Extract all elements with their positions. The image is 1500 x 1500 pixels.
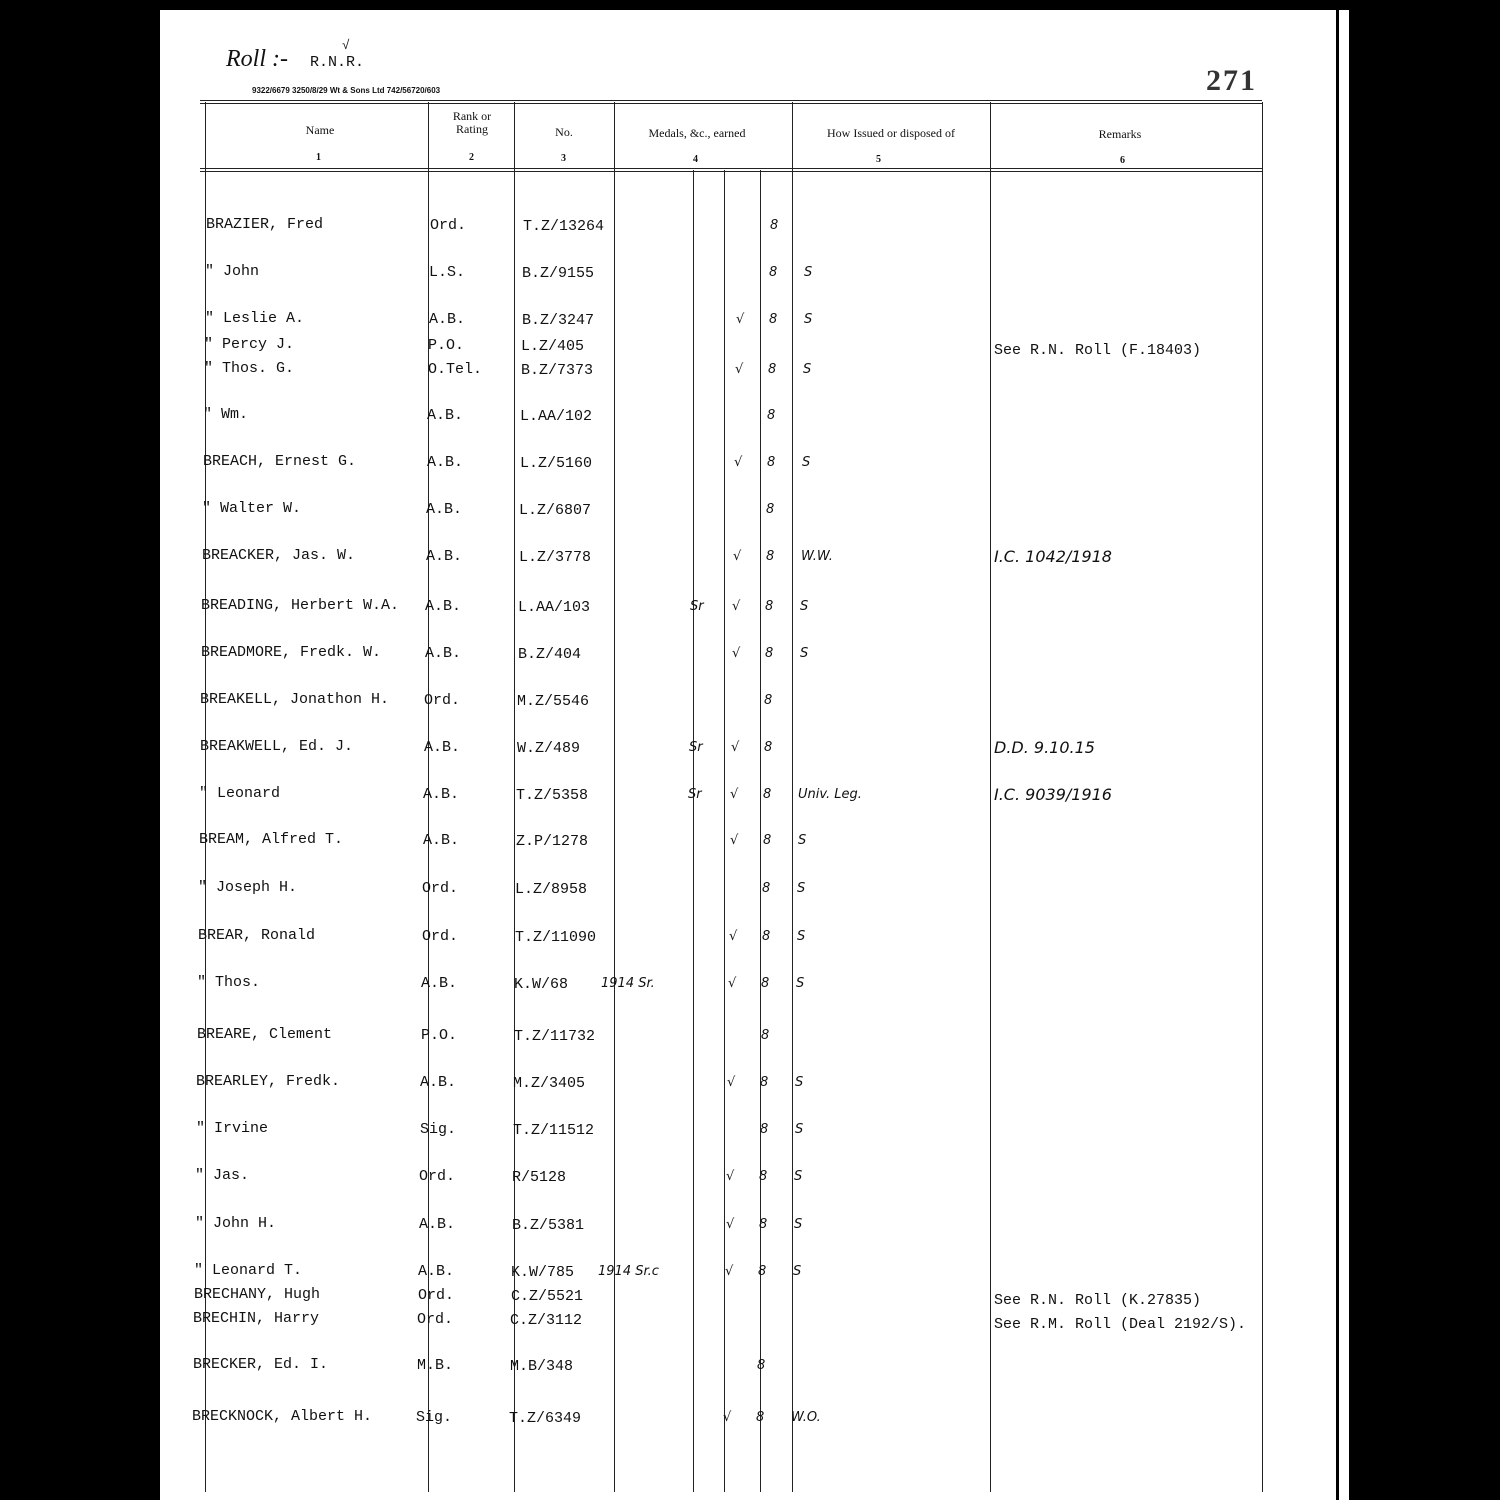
entry-number: T.Z/5358 (516, 787, 589, 804)
entry-rank: Ord. (422, 928, 459, 945)
entry-british-mark: 8 (761, 1028, 770, 1043)
entry-issued: S (796, 976, 805, 991)
entry-british-mark: 8 (764, 740, 773, 755)
entry-british-mark: 8 (767, 455, 776, 470)
entry-british-mark: 8 (766, 502, 775, 517)
entry-number: K.W/68 (514, 976, 569, 993)
entry-number: B.Z/3247 (522, 312, 595, 329)
entry-victory-tick: √ (731, 740, 740, 755)
entry-british-mark: 8 (766, 549, 775, 564)
entry-name: BREAR, Ronald (198, 927, 316, 944)
printer-line: 9322/6679 3250/8/29 Wt & Sons Ltd 742/56720/603 (252, 86, 441, 95)
entry-rank: Sig. (420, 1121, 457, 1138)
entry-name: " Joseph H. (198, 879, 298, 896)
entry-british-mark: 8 (764, 693, 773, 708)
entry-number: L.AA/103 (518, 599, 591, 616)
col-header-name: Name (305, 123, 335, 137)
entry-british-mark: 8 (762, 881, 771, 896)
entry-name: BREAKELL, Jonathon H. (200, 691, 390, 708)
entry-issued: Univ. Leg. (798, 787, 862, 802)
entry-name: " Thos. (197, 974, 261, 991)
entry-remarks: D.D. 9.10.15 (994, 738, 1095, 757)
col-rule (760, 170, 761, 1492)
entry-rank: A.B. (427, 454, 464, 471)
entry-name: " Thos. G. (204, 360, 295, 377)
entry-number: K.W/785 (511, 1264, 575, 1281)
entry-number: B.Z/7373 (521, 362, 594, 379)
entry-number: M.Z/3405 (513, 1075, 586, 1092)
entry-rank: A.B. (423, 832, 460, 849)
entry-number: L.AA/102 (520, 408, 593, 425)
entry-victory-tick: √ (723, 1410, 732, 1425)
entry-victory-tick: √ (732, 599, 741, 614)
entry-number: L.Z/8958 (515, 881, 588, 898)
entry-name: " Leonard T. (194, 1262, 303, 1279)
entry-name: BRAZIER, Fred (206, 216, 324, 233)
entry-british-mark: 8 (758, 1264, 767, 1279)
col-rule (990, 102, 991, 1492)
roll-value: R.N.R. (310, 54, 365, 71)
entry-british-mark: 8 (767, 408, 776, 423)
entry-british-mark: 8 (769, 265, 778, 280)
entry-british-mark: 8 (759, 1217, 768, 1232)
entry-rank: A.B. (420, 1074, 457, 1091)
entry-issued: S (800, 599, 809, 614)
entry-issued: S (794, 1217, 803, 1232)
col-header-issued: How Issued or disposed of (827, 126, 955, 140)
entry-rank: Ord. (417, 1311, 454, 1328)
entry-star: 1914 Sr. (601, 976, 655, 991)
entry-name: BREARE, Clement (197, 1026, 333, 1043)
entry-victory-tick: √ (728, 976, 737, 991)
col-header-remarks: Remarks (1098, 127, 1142, 141)
header-bottom-rule-2 (200, 171, 1262, 172)
entry-number: L.Z/6807 (519, 502, 592, 519)
entry-british-mark: 8 (756, 1410, 765, 1425)
entry-name: BREARLEY, Fredk. (196, 1073, 341, 1090)
entry-british-mark: 8 (763, 833, 772, 848)
entry-name: BRECHANY, Hugh (194, 1286, 321, 1303)
entry-british-mark: 8 (770, 218, 779, 233)
entry-british-mark: 8 (763, 787, 772, 802)
entry-rank: A.B. (421, 975, 458, 992)
entry-star: Sr (688, 787, 702, 802)
col-header-rank: Rank or Rating (452, 109, 492, 136)
entry-british-mark: 8 (760, 1122, 769, 1137)
entry-british-mark: 8 (761, 976, 770, 991)
entry-name: " Leslie A. (205, 310, 305, 327)
entry-issued: S (797, 929, 806, 944)
entry-rank: A.B. (426, 548, 463, 565)
entry-rank: A.B. (429, 311, 466, 328)
roll-sheet (160, 10, 1336, 1500)
col-header-no: No. (555, 125, 573, 139)
entry-rank: Ord. (418, 1287, 455, 1304)
entry-remarks: I.C. 9039/1916 (994, 785, 1112, 804)
entry-remarks: See R.N. Roll (F.18403) (994, 342, 1202, 359)
entry-number: L.Z/405 (521, 338, 585, 355)
entry-rank: O.Tel. (428, 361, 483, 378)
entry-number: T.Z/11512 (513, 1122, 595, 1139)
entry-rank: Ord. (424, 692, 461, 709)
entry-british-mark: 8 (765, 646, 774, 661)
entry-rank: Sig. (416, 1409, 453, 1426)
entry-rank: Ord. (430, 217, 467, 234)
entry-number: M.Z/5546 (517, 693, 590, 710)
entry-name: BREAM, Alfred T. (199, 831, 344, 848)
entry-rank: A.B. (423, 786, 460, 803)
entry-number: L.Z/5160 (520, 455, 593, 472)
entry-victory-tick: √ (729, 929, 738, 944)
entry-victory-tick: √ (730, 787, 739, 802)
entry-victory-tick: √ (732, 646, 741, 661)
entry-rank: A.B. (427, 407, 464, 424)
entry-issued: S (797, 881, 806, 896)
entry-victory-tick: √ (726, 1217, 735, 1232)
col-number: 2 (469, 152, 474, 163)
entry-british-mark: 8 (765, 599, 774, 614)
entry-issued: S (804, 312, 813, 327)
entry-name: " Wm. (203, 406, 249, 423)
entry-issued: S (795, 1075, 804, 1090)
entry-british-mark: 8 (759, 1169, 768, 1184)
entry-remarks: See R.N. Roll (K.27835) (994, 1292, 1202, 1309)
page-edge (1336, 10, 1349, 1500)
entry-name: BRECHIN, Harry (193, 1310, 320, 1327)
page-number: 271 (1206, 64, 1257, 97)
header-bottom-rule (200, 168, 1262, 169)
col-rule (1262, 102, 1263, 1492)
entry-victory-tick: √ (727, 1075, 736, 1090)
entry-number: L.Z/3778 (519, 549, 592, 566)
entry-rank: A.B. (419, 1216, 456, 1233)
entry-rank: Ord. (422, 880, 459, 897)
col-rule (693, 170, 694, 1492)
entry-remarks: I.C. 1042/1918 (994, 547, 1112, 566)
entry-rank: A.B. (424, 739, 461, 756)
entry-number: W.Z/489 (517, 740, 581, 757)
entry-rank: P.O. (421, 1027, 458, 1044)
entry-rank: A.B. (418, 1263, 455, 1280)
entry-issued: S (800, 646, 809, 661)
entry-rank: Ord. (419, 1168, 456, 1185)
col-rule (724, 170, 725, 1492)
check-mark: √ (342, 38, 350, 53)
entry-number: T.Z/11732 (514, 1028, 596, 1045)
col-rule (514, 102, 515, 1492)
entry-victory-tick: √ (735, 362, 744, 377)
entry-number: B.Z/5381 (512, 1217, 585, 1234)
entry-rank: A.B. (425, 598, 462, 615)
entry-remarks: See R.M. Roll (Deal 2192/S). (994, 1316, 1247, 1333)
entry-rank: A.B. (425, 645, 462, 662)
entry-victory-tick: √ (736, 312, 745, 327)
entry-british-mark: 8 (768, 362, 777, 377)
entry-issued: W.O. (791, 1410, 821, 1425)
entry-issued: S (793, 1264, 802, 1279)
col-number: 3 (561, 153, 566, 164)
entry-name: BREADMORE, Fredk. W. (201, 644, 382, 661)
entry-victory-tick: √ (734, 455, 743, 470)
entry-number: T.Z/11090 (515, 929, 597, 946)
col-number: 6 (1120, 155, 1125, 166)
entry-name: " Walter W. (202, 500, 302, 517)
entry-name: " Leonard (199, 785, 281, 802)
col-rule (792, 102, 793, 1492)
entry-name: BRECKNOCK, Albert H. (192, 1408, 373, 1425)
entry-british-mark: 8 (769, 312, 778, 327)
entry-name: " John H. (195, 1215, 277, 1232)
entry-number: Z.P/1278 (516, 833, 589, 850)
col-rule (614, 102, 615, 1492)
entry-victory-tick: √ (725, 1264, 734, 1279)
entry-number: M.B/348 (510, 1358, 574, 1375)
col-number: 1 (316, 152, 321, 163)
entry-number: T.Z/13264 (523, 218, 605, 235)
entry-name: " Jas. (195, 1167, 250, 1184)
entry-issued: S (804, 265, 813, 280)
entry-british-mark: 8 (757, 1358, 766, 1373)
entry-rank: M.B. (417, 1357, 454, 1374)
entry-victory-tick: √ (726, 1169, 735, 1184)
entry-number: R/5128 (512, 1169, 567, 1186)
entry-rank: L.S. (429, 264, 466, 281)
entry-number: B.Z/404 (518, 646, 582, 663)
entry-issued: S (795, 1122, 804, 1137)
entry-name: BREACKER, Jas. W. (202, 547, 356, 564)
entry-name: BRECKER, Ed. I. (193, 1356, 329, 1373)
entry-number: B.Z/9155 (522, 265, 595, 282)
entry-issued: S (803, 362, 812, 377)
entry-british-mark: 8 (762, 929, 771, 944)
entry-british-mark: 8 (760, 1075, 769, 1090)
col-number: 4 (693, 154, 698, 165)
entry-number: T.Z/6349 (509, 1410, 582, 1427)
entry-name: BREAKWELL, Ed. J. (200, 738, 354, 755)
entry-star: 1914 Sr.c (598, 1264, 659, 1279)
col-number: 5 (876, 154, 881, 165)
entry-number: C.Z/5521 (511, 1288, 584, 1305)
entry-issued: S (794, 1169, 803, 1184)
col-header-medals: Medals, &c., earned (648, 126, 746, 140)
entry-victory-tick: √ (733, 549, 742, 564)
entry-victory-tick: √ (730, 833, 739, 848)
entry-name: " Percy J. (204, 336, 295, 353)
entry-name: " John (205, 263, 260, 280)
entry-issued: S (802, 455, 811, 470)
entry-name: " Irvine (196, 1120, 269, 1137)
entry-star: Sr (690, 599, 704, 614)
roll-label: Roll :- (226, 46, 288, 72)
entry-name: BREACH, Ernest G. (203, 453, 357, 470)
entry-name: BREADING, Herbert W.A. (201, 597, 400, 614)
entry-star: Sr (689, 740, 703, 755)
entry-rank: P.O. (428, 337, 465, 354)
entry-issued: W.W. (801, 549, 833, 564)
header-top-rule-2 (200, 103, 1262, 104)
header-top-rule (200, 100, 1262, 101)
entry-rank: A.B. (426, 501, 463, 518)
entry-issued: S (798, 833, 807, 848)
entry-number: C.Z/3112 (510, 1312, 583, 1329)
